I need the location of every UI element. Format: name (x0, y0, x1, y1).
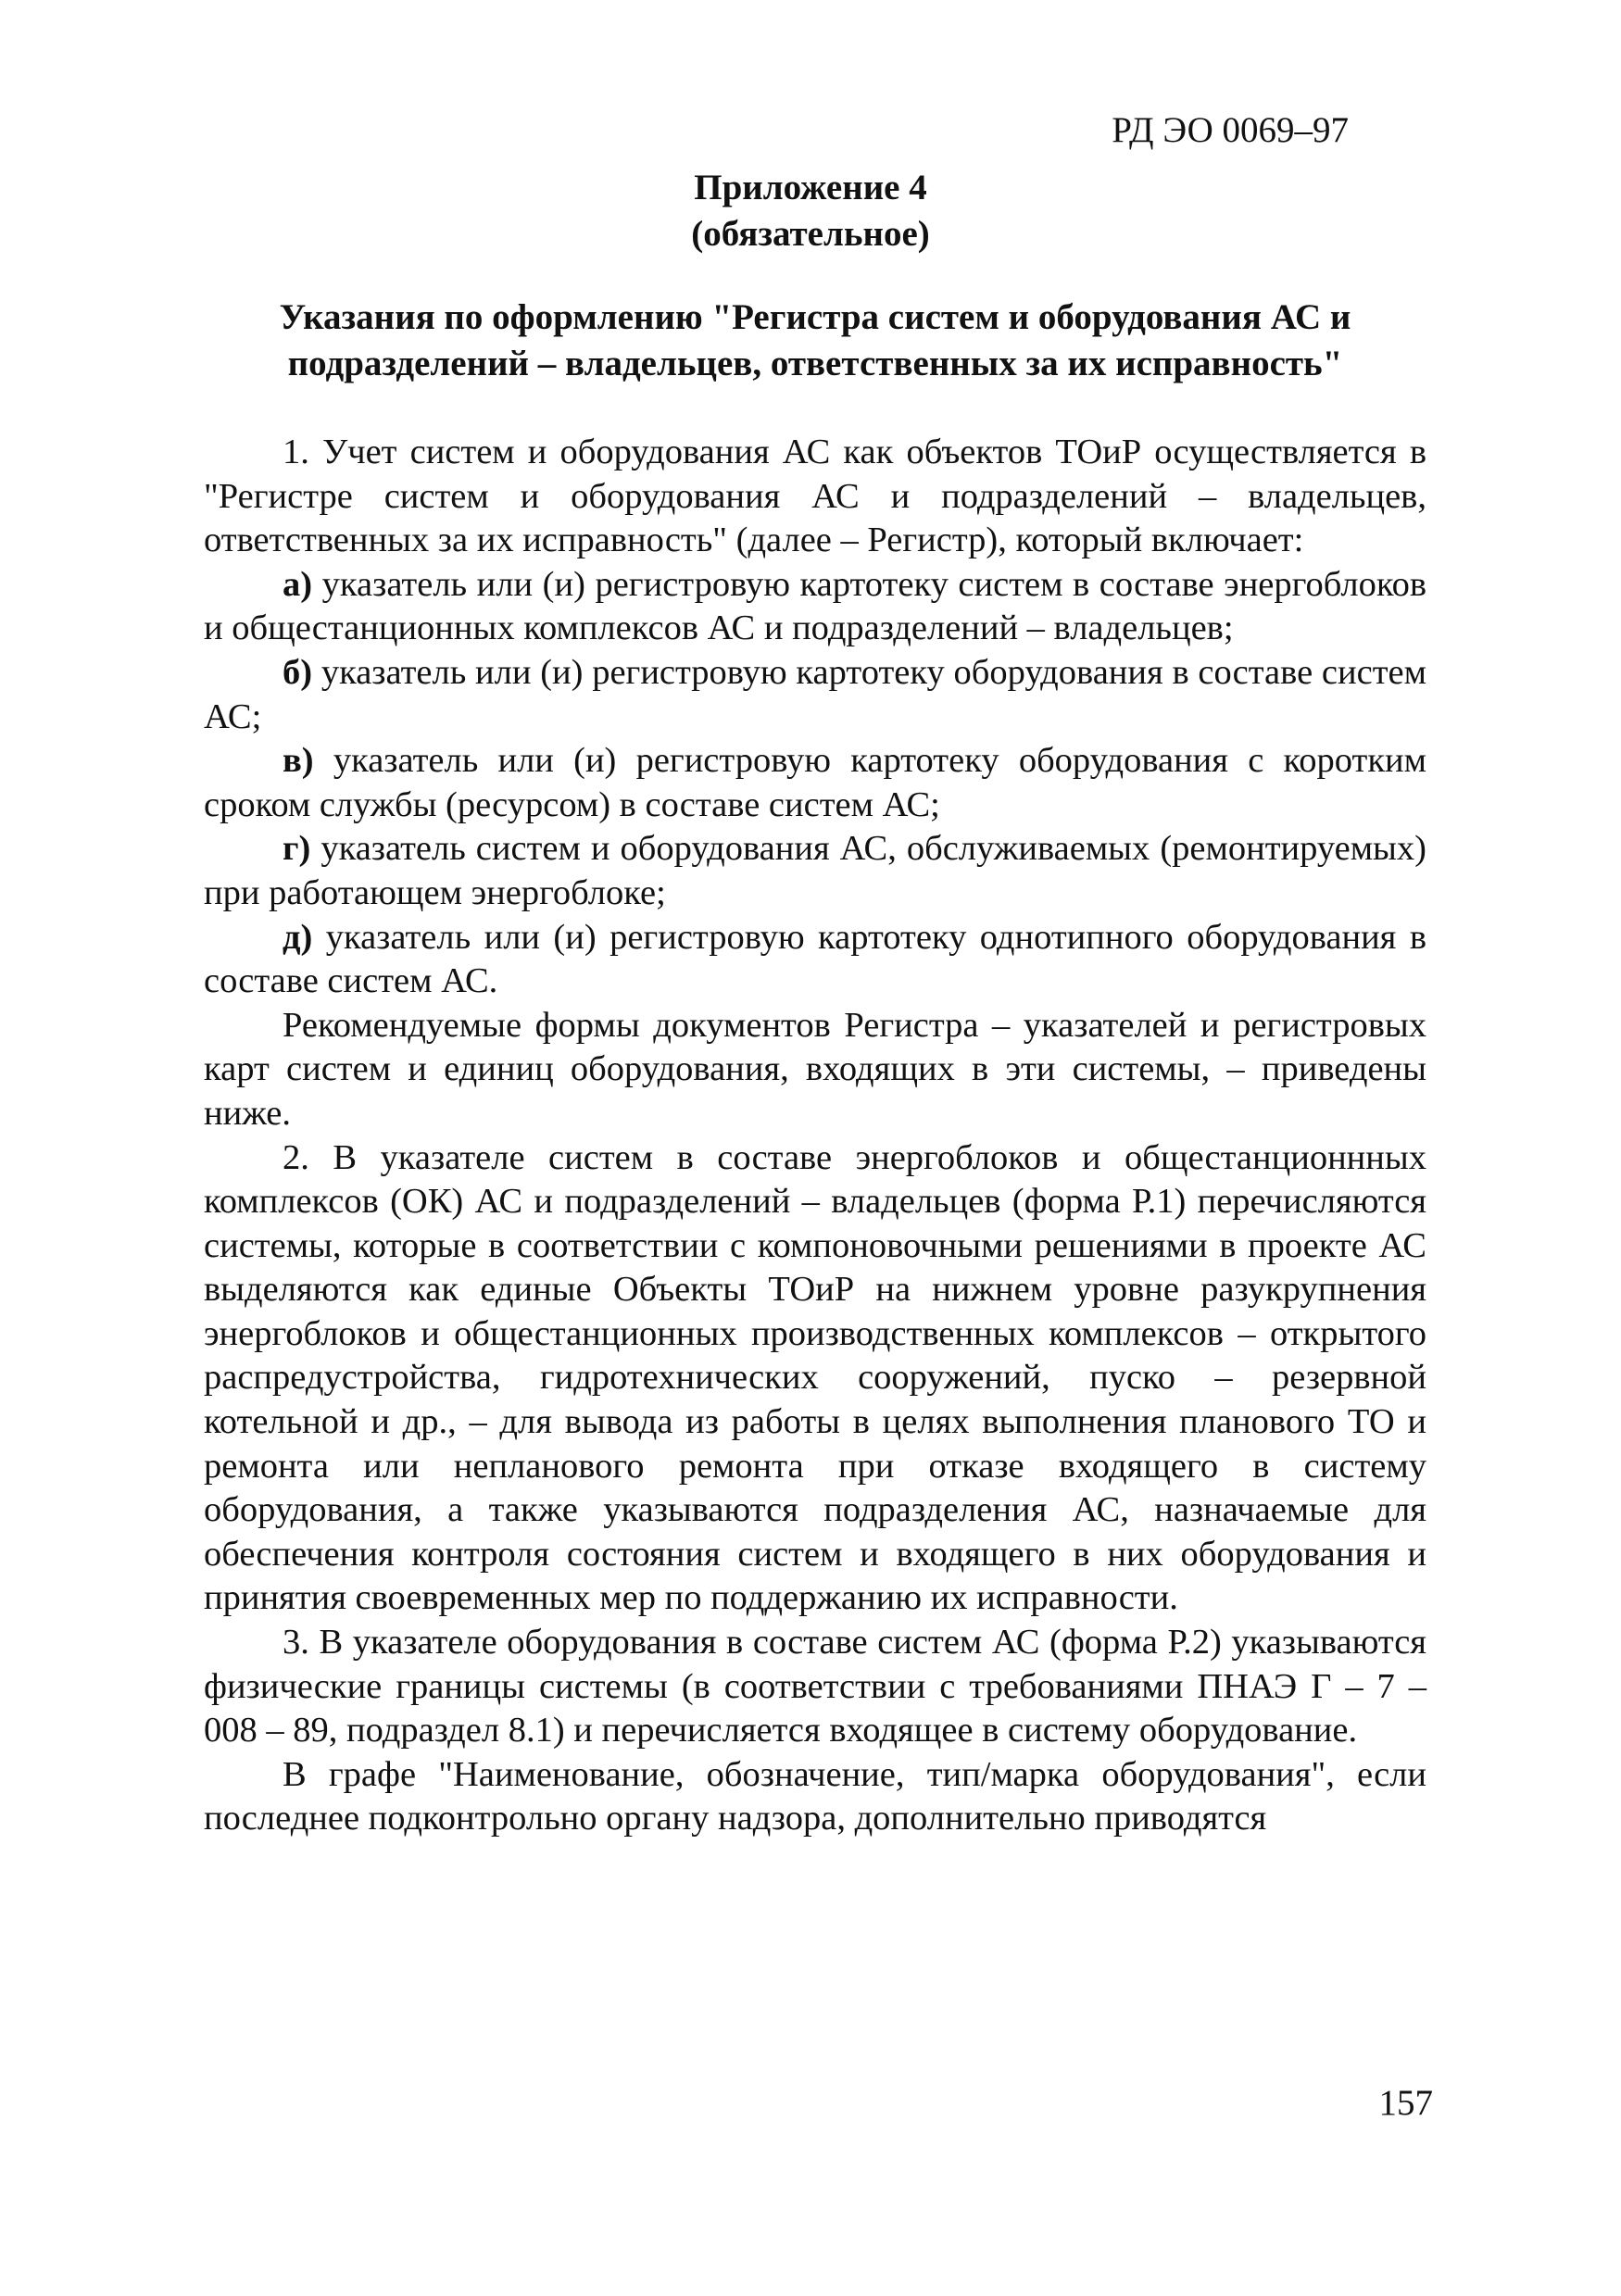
list-label-g: г) (283, 829, 311, 869)
appendix-number: Приложение 4 (694, 168, 927, 207)
paragraph-recommended-forms: Рекомендуемые формы документов Регистра – указателей и регистровых карт систем и единиц оборудования, входящих в эти системы, – приведены ниже. (204, 1005, 1426, 1133)
list-text-g: указатель систем и оборудования АС, обслуживаемых (ремонтируемых) при работающем энергоблоке; (204, 829, 1426, 912)
list-text-v: указатель или (и) регистровую картотеку оборудования с коротким сроком службы (ресурсом) в составе систем АС; (204, 741, 1426, 824)
paragraph-3: 3. В указателе оборудования в составе систем АС (форма Р.2) указываются физические границы системы (в соответствии с требованиями ПНАЭ Г – 7 – 008 – 89, подраздел 8.1) и перечисляется входящее в систему оборудование. (204, 1623, 1426, 1750)
list-item-a (204, 563, 1426, 651)
body-text (204, 431, 1426, 1841)
appendix-status: (обязательное) (691, 214, 930, 254)
list-label-v: в) (283, 741, 314, 781)
list-label-a: а) (283, 564, 313, 604)
paragraph-2: 2. В указателе систем в составе энергоблоков и общестанционнных комплексов (ОК) АС и подразделений – владельцев (форма Р.1) перечисляются системы, которые в соответствии с компоновочными решениями в проекте АС выделяются как единые Объекты ТОиР на нижнем уровне разукрупнения энергоблоков и общестанционных производственных комплексов – открытого распредустройства, гидротехнических сооружений, пуско – резервной котельной и др., – для вывода из работы в целях выполнения планового ТО и ремонта или непланового ремонта при отказе входящего в систему оборудования, а также указываются подразделения АС, назначаемые для обеспечения контроля состояния систем и входящего в них оборудования и принятия своевременных мер по поддержанию их исправности. (204, 1137, 1426, 1618)
paragraph-1: 1. Учет систем и оборудования АС как объектов ТОиР осуществляется в "Регистре систем и оборудования АС и подразделений – владельцев, ответственных за их исправность" (далее – Регистр), который включает: (204, 433, 1426, 560)
list-label-d: д) (283, 917, 313, 957)
list-item-g (204, 827, 1426, 915)
page-number: 157 (1378, 2083, 1433, 2123)
paragraph-4: В графе "Наименование, обозначение, тип/марка оборудования", если последнее подконтрольно органу надзора, дополнительно приводятся (204, 1754, 1426, 1838)
list-item-d (204, 916, 1426, 1004)
list-item-v (204, 739, 1426, 827)
list-item-b (204, 651, 1426, 739)
list-text-d: указатель или (и) регистровую картотеку однотипного оборудования в составе систем АС. (204, 917, 1426, 1001)
section-title-line-2: подразделений – владельцев, ответственных за их исправность" (287, 344, 1343, 383)
section-title-line-1: Указания по оформлению "Регистра систем и оборудования АС и (279, 297, 1351, 337)
list-label-b: б) (283, 652, 313, 692)
section-title (204, 295, 1426, 387)
list-text-a: указатель или (и) регистровую картотеку систем в составе энергоблоков и общестанционных комплексов АС и подразделений – владельцев; (204, 564, 1426, 648)
list-text-b: указатель или (и) регистровую картотеку оборудования в составе систем АС; (204, 652, 1426, 736)
document-code: РД ЭО 0069–97 (1112, 110, 1349, 150)
appendix-heading (0, 165, 1621, 257)
